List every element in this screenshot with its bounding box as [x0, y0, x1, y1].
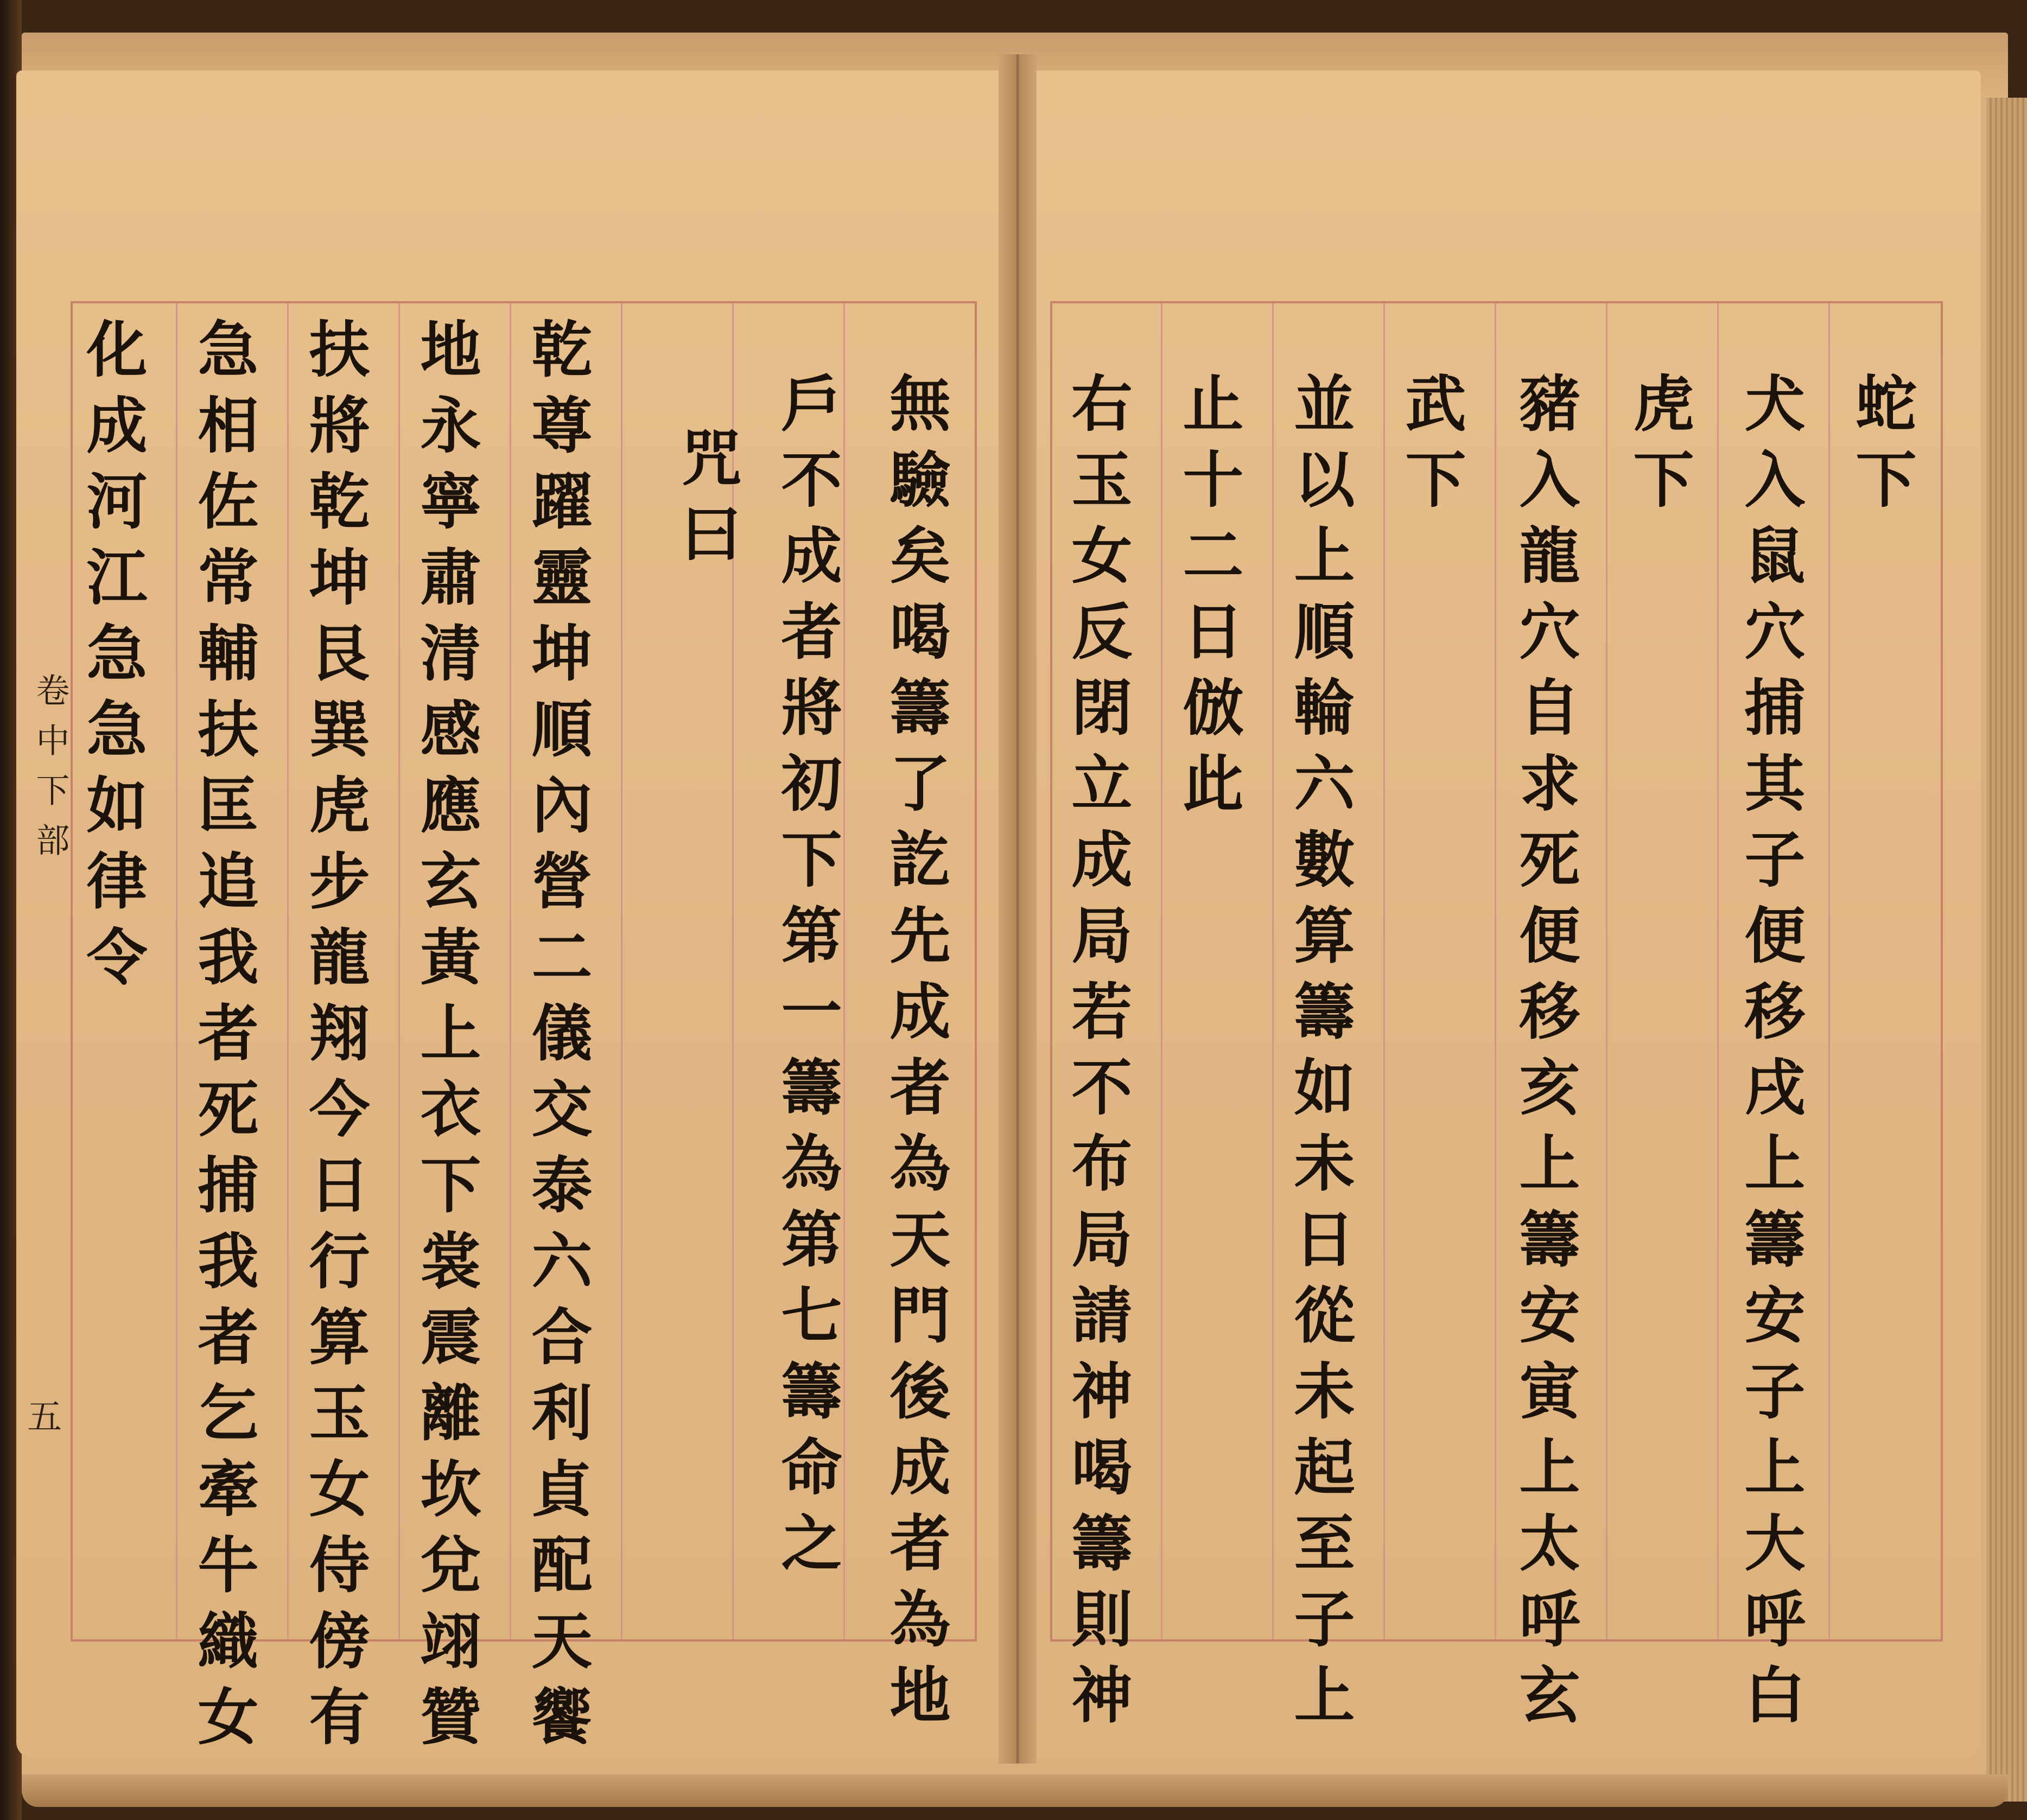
- folio-number: 五: [27, 1397, 62, 1437]
- column-rule: [1717, 303, 1719, 1639]
- left-column-7: 戶不成者將初下第一籌為第七籌命之: [771, 372, 842, 1587]
- book-gutter: [999, 54, 1037, 1764]
- page-stack-edge: [1986, 98, 2027, 1802]
- column-rule: [621, 303, 622, 1639]
- right-column-3: 並以上順輪六數算籌如未日從未起至子上: [1284, 372, 1355, 1739]
- right-column-2: 止十二日倣此: [1173, 372, 1244, 828]
- column-rule: [176, 303, 177, 1639]
- column-rule: [1161, 303, 1162, 1639]
- left-column-2: 急相佐常輔扶匡追我者死捕我者乞牽牛織女: [188, 317, 259, 1761]
- right-column-8: 蛇下: [1846, 372, 1917, 524]
- left-column-5: 乾尊躍靈坤順內營二儀交泰六合利貞配天饗: [522, 317, 593, 1761]
- page-bottom-edge: [22, 1774, 2008, 1807]
- right-column-6: 虎下: [1623, 372, 1694, 524]
- left-column-8: 無驗矣喝籌了訖先成者為天門後成者為地: [880, 372, 951, 1739]
- column-rule: [1606, 303, 1607, 1639]
- left-column-6: 咒曰: [671, 426, 742, 578]
- left-column-3: 扶將乾坤艮巽虎步龍翔今日行算玉女侍傍有: [299, 317, 370, 1761]
- right-column-5: 豬入龍穴自求死便移亥上籌安寅上太呼玄: [1509, 372, 1580, 1739]
- column-rule: [1383, 303, 1385, 1639]
- column-rule: [287, 303, 289, 1639]
- volume-margin-label: 卷中下部: [30, 673, 70, 873]
- right-column-4: 武下: [1395, 372, 1466, 524]
- column-rule: [1828, 303, 1830, 1639]
- column-rule: [398, 303, 400, 1639]
- right-column-1: 右玉女反閉立成局若不布局請神喝籌則神: [1062, 372, 1133, 1739]
- left-column-4: 地永寧肅清感應玄黃上衣下裳震離坎兌翊贊: [410, 317, 481, 1761]
- right-column-7: 犬入鼠穴捕其子便移戌上籌安子上大呼白: [1734, 372, 1806, 1739]
- column-rule: [1272, 303, 1274, 1639]
- column-rule: [510, 303, 511, 1639]
- left-column-1: 化成河江急急如律令: [77, 317, 148, 1001]
- column-rule: [843, 303, 845, 1639]
- column-rule: [1495, 303, 1496, 1639]
